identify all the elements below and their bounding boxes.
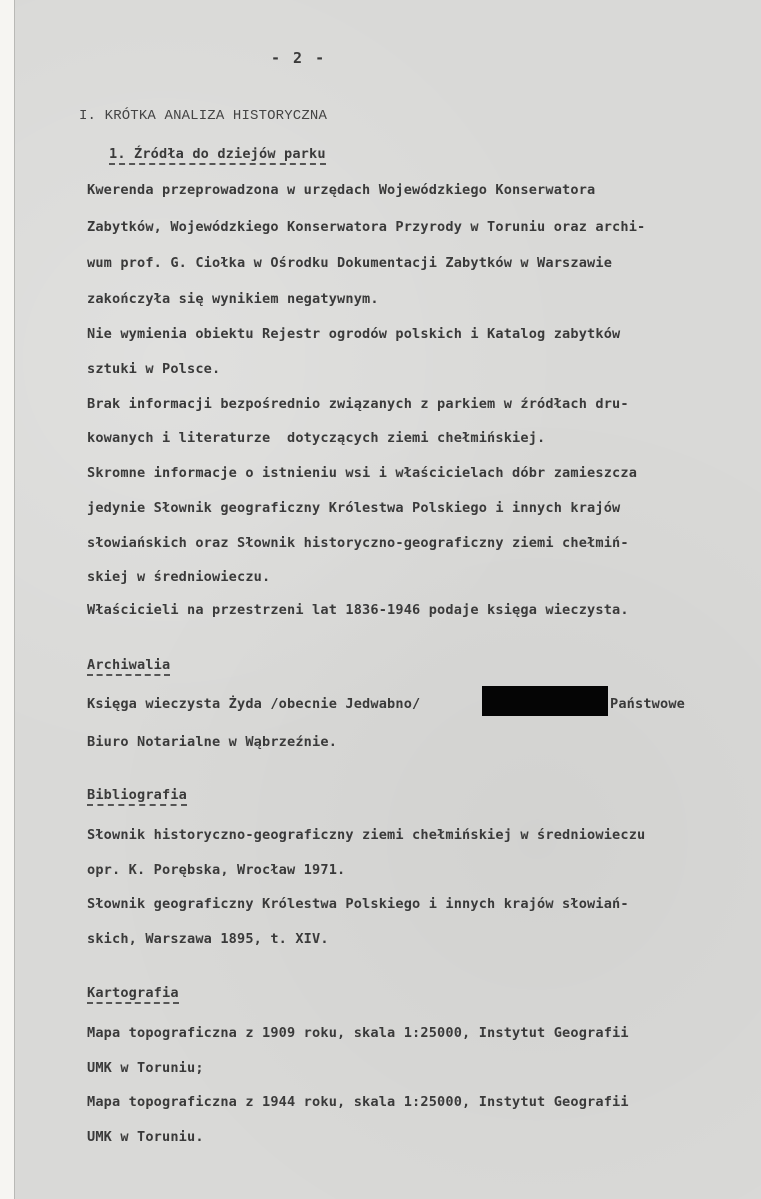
archiwalia-heading: Archiwalia <box>87 657 170 673</box>
text-line: zakończyła się wynikiem negatywnym. <box>87 291 379 307</box>
page-number: - 2 - <box>271 49 327 67</box>
bibliography-entry: opr. K. Porębska, Wrocław 1971. <box>87 862 346 878</box>
text-line: sztuki w Polsce. <box>87 361 221 377</box>
text-line: skiej w średniowieczu. <box>87 569 271 585</box>
text-line: Nie wymienia obiektu Rejestr ogrodów polskich i Katalog zabytków <box>87 326 621 342</box>
text-line: Kwerenda przeprowadzona w urzędach Wojewódzkiego Konserwatora <box>87 182 596 198</box>
archiwalia-line-1b: Państwowe <box>610 696 686 712</box>
kartografia-heading: Kartografia <box>87 985 179 1001</box>
text-line: kowanych i literaturze dotyczących ziemi chełmińskiej. <box>87 430 546 446</box>
text-line: Brak informacji bezpośrednio związanych z parkiem w źródłach dru- <box>87 396 629 412</box>
map-entry: UMK w Toruniu; <box>87 1060 204 1076</box>
text-line: Zabytków, Wojewódzkiego Konserwatora Przyrody w Toruniu oraz archi- <box>87 219 646 235</box>
text-line: wum prof. G. Ciołka w Ośrodku Dokumentacji Zabytków w Warszawie <box>87 255 613 271</box>
subsection-heading-text: 1. Źródła do dziejów parku <box>109 146 326 165</box>
scan-left-margin <box>0 0 15 1199</box>
section-heading: I. KRÓTKA ANALIZA HISTORYCZNA <box>79 108 327 124</box>
document-page <box>15 0 761 1199</box>
text-line: Właścicieli na przestrzeni lat 1836-1946 podaje księga wieczysta. <box>87 602 629 618</box>
subsection-heading <box>109 146 326 162</box>
redaction-box <box>482 686 608 716</box>
bibliography-entry: Słownik geograficzny Królestwa Polskiego i innych krajów słowiań- <box>87 896 629 912</box>
bibliografia-heading: Bibliografia <box>87 787 187 803</box>
bibliography-entry: Słownik historyczno-geograficzny ziemi chełmińskiej w średniowieczu <box>87 827 646 843</box>
text-line: Skromne informacje o istnieniu wsi i właścicielach dóbr zamieszcza <box>87 465 638 481</box>
map-entry: Mapa topograficzna z 1909 roku, skala 1:25000, Instytut Geografii <box>87 1025 629 1041</box>
bibliography-entry: skich, Warszawa 1895, t. XIV. <box>87 931 329 947</box>
map-entry: UMK w Toruniu. <box>87 1129 204 1145</box>
text-line: jedynie Słownik geograficzny Królestwa Polskiego i innych krajów <box>87 500 621 516</box>
text-line: słowiańskich oraz Słownik historyczno-geograficzny ziemi chełmiń- <box>87 535 629 551</box>
archiwalia-line-1a: Księga wieczysta Żyda /obecnie Jedwabno/ <box>87 696 421 712</box>
archiwalia-line-2: Biuro Notarialne w Wąbrzeźnie. <box>87 734 338 750</box>
map-entry: Mapa topograficzna z 1944 roku, skala 1:25000, Instytut Geografii <box>87 1094 629 1110</box>
